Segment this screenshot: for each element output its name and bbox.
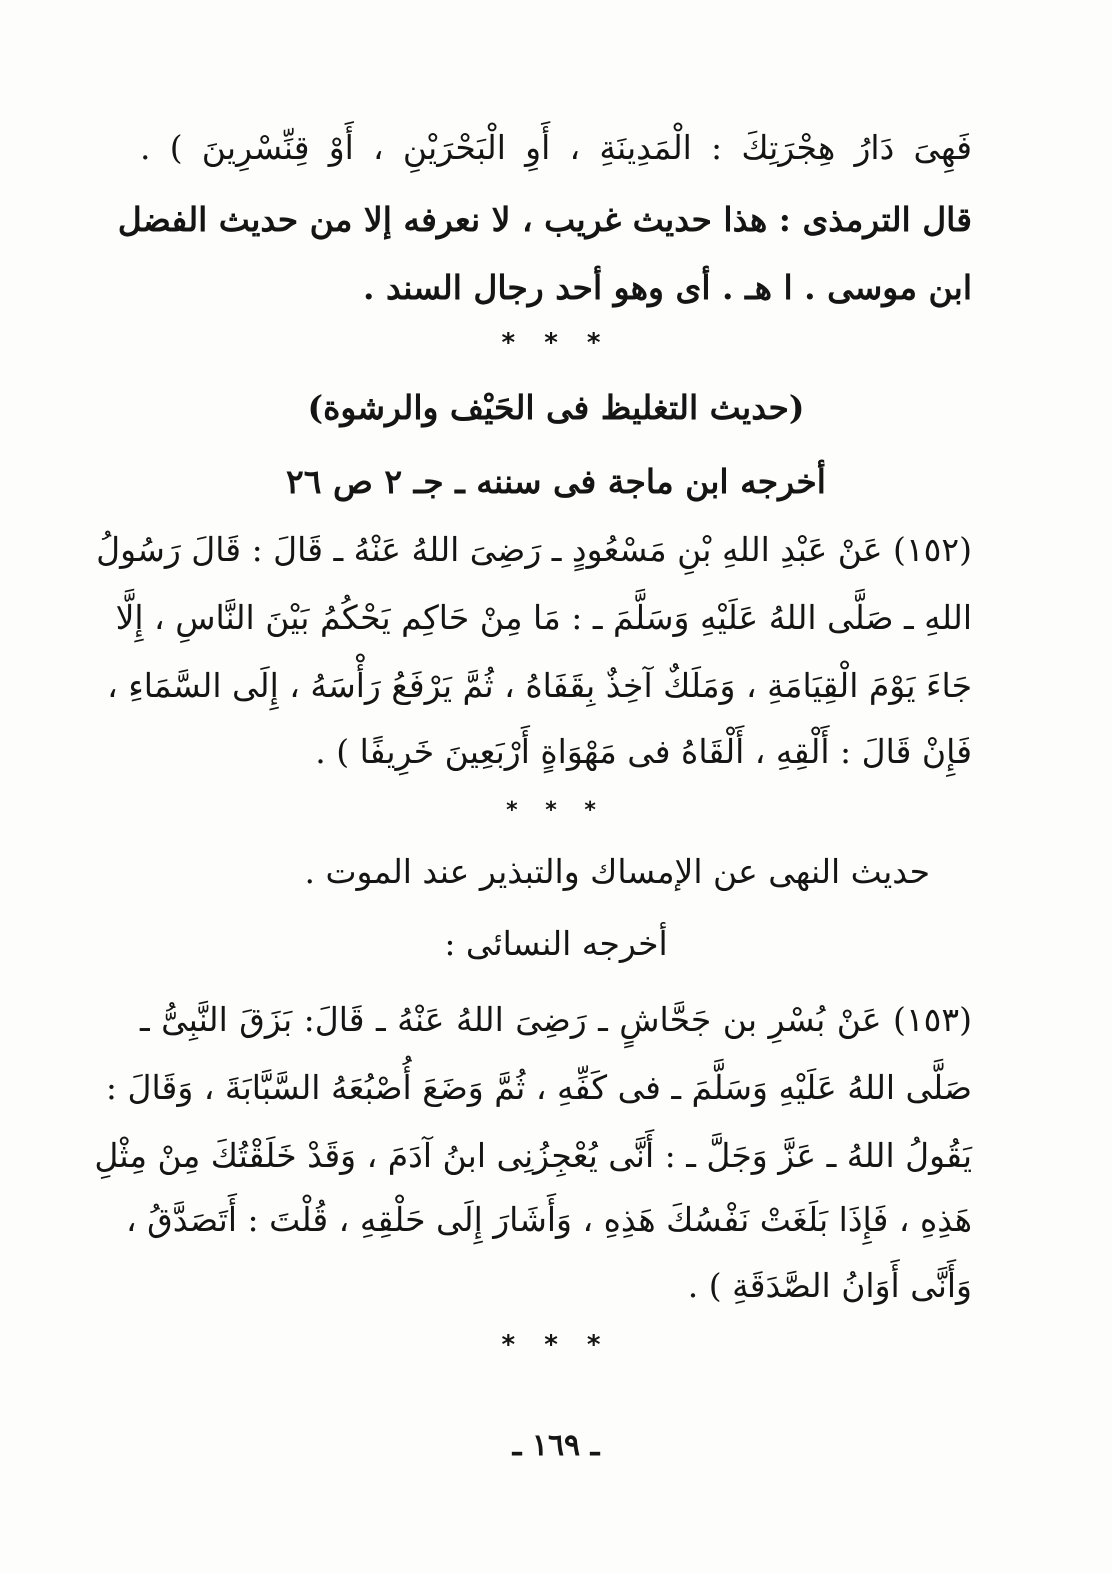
section-heading: حديث النهى عن الإمساك والتبذير عند الموت .: [304, 852, 930, 891]
page-number: ـ ١٦٩ ـ: [512, 1428, 600, 1463]
source-heading: أخرجه ابن ماجة فى سننه ـ جـ ٢ ص ٢٦: [286, 462, 826, 501]
section-divider: * * *: [506, 798, 606, 823]
section-heading: (حديث التغليظ فى الحَيْف والرشوة): [307, 388, 805, 427]
text-line: يَقُولُ اللهُ ـ عَزَّ وَجَلَّ ـ : أَنَّى يُعْجِزُنِى ابنُ آدَمَ ، وَقَدْ خَلَقْتُكَ مِنْ مِثْلِ: [94, 1136, 972, 1175]
text-line: اللهِ ـ صَلَّى اللهُ عَلَيْهِ وَسَلَّمَ ـ : مَا مِنْ حَاكِم يَحْكُمُ بَيْنَ النَّاسِ ، إِلَّا: [115, 598, 972, 637]
section-divider: * * *: [501, 328, 611, 358]
text-line: (١٥٣) عَنْ بُسْرِ بن جَحَّاشٍ ـ رَضِىَ اللهُ عَنْهُ ـ قَالَ: بَزَقَ النَّبِىُّ ـ: [140, 1000, 972, 1039]
text-line: فَهِىَ دَارُ هِجْرَتِكَ : الْمَدِينَةِ ، أَوِ الْبَحْرَيْنِ ، أَوْ قِنِّسْرِينَ ) .: [140, 128, 972, 167]
text-line: (١٥٢) عَنْ عَبْدِ اللهِ بْنِ مَسْعُودٍ ـ رَضِىَ اللهُ عَنْهُ ـ قَالَ : قَالَ رَسُولُ: [96, 530, 972, 569]
text-line: قال الترمذى : هذا حديث غريب ، لا نعرفه إلا من حديث الفضل: [117, 200, 972, 239]
text-line: وَأَنَّى أَوَانُ الصَّدَقَةِ ) .: [687, 1266, 972, 1305]
text-line: ابن موسى . ا هـ . أى وهو أحد رجال السند .: [362, 268, 972, 307]
section-divider: * * *: [501, 1330, 611, 1360]
text-line: هَذِهِ ، فَإِذَا بَلَغَتْ نَفْسُكَ هَذِهِ ، وَأَشَارَ إِلَى حَلْقِهِ ، قُلْتَ : أَتَصَدَّقُ ،: [125, 1200, 972, 1239]
text-line: فَإِنْ قَالَ : أَلْقِهِ ، أَلْقَاهُ فى مَهْوَاةٍ أَرْبَعِينَ خَرِيفًا ) .: [315, 732, 972, 771]
text-line: جَاءَ يَوْمَ الْقِيَامَةِ ، وَمَلَكٌ آخِذٌ بِقَفَاهُ ، ثُمَّ يَرْفَعُ رَأْسَهُ ، إِلَى السَّمَاءِ ،: [107, 666, 972, 705]
text-line: صَلَّى اللهُ عَلَيْهِ وَسَلَّمَ ـ فى كَفِّهِ ، ثُمَّ وَضَعَ أُصْبُعَهُ السَّبَّابَةَ ، وَقَالَ :: [105, 1068, 972, 1107]
source-heading: أخرجه النسائى :: [444, 924, 668, 963]
